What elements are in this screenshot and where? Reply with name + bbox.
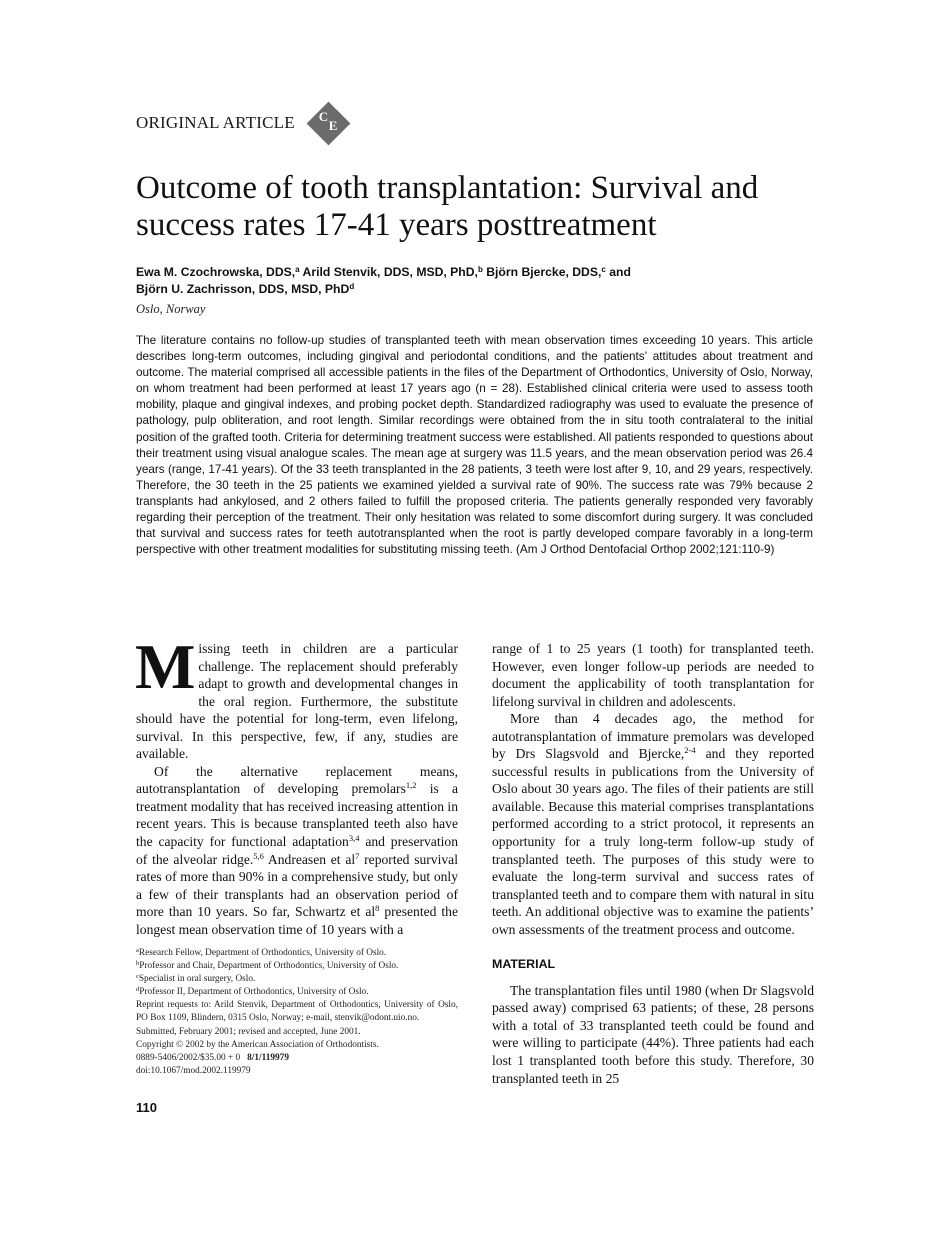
author-list	[136, 264, 836, 298]
doi-link[interactable]: doi:10.1067/mod.2002.119979	[136, 1065, 251, 1076]
title-line-2: success rates 17-41 years posttreatment	[136, 207, 657, 243]
citation-ref: 7	[355, 850, 360, 861]
body-paragraph: The transplantation files until 1980 (when Dr Slagsvold passed away) comprised 63 patients; of these, 28 persons with a total of 33 transplanted teeth could be found and were willing to participate (44%). Three patients had each lost 1 transplanted tooth before this study. Therefore, 30 transplanted teeth in 25	[492, 982, 814, 1086]
citation-ref: 2-4	[684, 745, 696, 756]
article-title	[136, 170, 836, 244]
author-name: Arild Stenvik, DDS, MSD, PhD,	[302, 265, 478, 279]
body-paragraph: More than 4 decades ago, the method for autotransplantation of immature premolars was developed by Drs Slagsvold and Bjercke,$^{2-4}$ and they reported successful results in publications from the University of Oslo about 30 years ago. The files of their patients are still available. Because this material comprises transplantations performed according to a strict protocol, it represents an opportunity for a truly long-term follow-up study of transplanted teeth. The purposes of this study were to evaluate the long-term survival and success rates of transplanted teeth and to compare them with natural in situ teeth. An additional objective was to examine the patients’ own assessments of the treatment process and outcome.	[492, 711, 814, 937]
author-affiliation: Oslo, Norway	[136, 302, 206, 316]
body-paragraph: Missing teeth in children are a particular challenge. The replacement should preferably adapt to growth and developmental changes in the oral region. Furthermore, the substitute should have the potential for long-term, even lifelong, survival. In this perspective, few, if any, studies are available.	[135, 631, 458, 762]
body-paragraph: Of the alternative replacement means, autotransplantation of developing premolars$^{1,2}$ is a treatment modality that has received increasing attention in recent years. This is because transplanted teeth also have the capacity for functional adaptation$^{3,4}$ and preservation of the alveolar ridge.$^{5,6}$ Andreasen et $al^7$ reported survival rates of more than 90% in a comprehensive study, but only a few of their transplants had an observation period of more than 10 years. So far, Schwartz et $al^8$ presented the longest mean observation time of 10 years with a	[136, 763, 458, 937]
abstract: The literature contains no follow-up studies of transplanted teeth with mean observation times exceeding 10 years. This article describes long-term outcomes, including gingival and periodontal conditions, and the patients’ attitudes about treatment and outcome. The material comprised all accessible patients in the files of the Department of Orthodontics, University of Oslo, Norway, on whom treatment had been performed at least 17 years ago (n = 28). Established clinical criteria were used to assess tooth mobility, plaque and gingival indexes, and probing pocket depth. Standardized radiography was used to evaluate the presence of pathology, pulp obliteration, and root length. Similar recordings were obtained from the in situ tooth contralateral to the initial position of the grafted tooth. Criteria for determining treatment success were established. All patients responded to questions about their treatment using visual analogue scales. The mean age at surgery was 11.5 years, and the mean observation period was 26.4 years (range, 17-41 years). Of the 33 teeth transplanted in the 28 patients, 3 teeth were lost after 9, 10, and 29 years, respectively. Therefore, the 30 teeth in the 25 patients we examined yielded a survival rate of 90%. The success rate was 79% because 2 transplants had ankylosed, and 2 others failed to fulfill the proposed criteria. The patients generally responded very favorably regarding their perception of the treatment. Their only hesitation was related to some discomfort during surgery. It was concluded that survival and success rates for teeth autotransplanted when the root is partly developed compare favorably in a long-term perspective with other treatment modalities for substituting missing teeth. (Am J Orthod Dentofacial Orthop 2002;121:110-9)	[136, 334, 813, 557]
footnote-d: $^d$Professor II, Department of Orthodontics, University of Oslo.	[136, 986, 369, 998]
citation-ref: 8	[375, 903, 380, 914]
author-name: Björn U. Zachrisson, DDS, MSD, PhD	[136, 282, 350, 296]
citation-ref: 5,6	[253, 850, 264, 861]
article-header	[136, 100, 351, 146]
submission-dates: Submitted, February 2001; revised and accepted, June 2001.	[136, 1026, 361, 1037]
footnote-a: $^a$Research Fellow, Department of Orthodontics, University of Oslo.	[136, 947, 387, 958]
article-type-label: ORIGINAL ARTICLE	[136, 113, 295, 132]
body-column-right	[492, 640, 814, 1087]
affiliation-mark: c	[601, 265, 606, 274]
footnote-c: $^c$Specialist in oral surgery, Oslo.	[136, 973, 256, 985]
title-line-1: Outcome of tooth transplantation: Survival and	[136, 170, 759, 206]
drop-cap: M	[135, 631, 196, 702]
affiliation-mark: b	[477, 265, 483, 274]
footnote-b: $^b$Professor and Chair, Department of Orthodontics, University of Oslo.	[136, 960, 399, 972]
author-name: Ewa M. Czochrowska, DDS,	[136, 265, 296, 279]
citation-ref: 1,2	[405, 780, 417, 791]
issn-line: 0889-5406/2002/$35.00 + 0 8/1/119979	[136, 1052, 289, 1063]
body-column-left	[135, 631, 458, 938]
copyright-notice: Copyright © 2002 by the American Association of Orthodontists.	[136, 1039, 379, 1050]
body-paragraph: range of 1 to 25 years (1 tooth) for transplanted teeth. However, even longer follow-up periods are needed to document the applicability of tooth transplantation for lifelong survival in children and adolescents.	[492, 641, 814, 709]
section-heading-material: MATERIAL	[492, 957, 556, 972]
author-conjunction: and	[609, 265, 631, 279]
ce-letter-c: C	[318, 109, 329, 124]
ce-letter-e: E	[328, 118, 338, 133]
footnotes	[136, 947, 458, 1078]
affiliation-mark: a	[295, 265, 300, 274]
page-number: 110	[136, 1100, 157, 1115]
citation-ref: 3,4	[348, 833, 360, 844]
ce-diamond-icon	[305, 100, 351, 146]
reprint-requests: Reprint requests to: Arild Stenvik, Department of Orthodontics, University of Oslo, PO Box 1109, Blindern, 0315 Oslo, Norway; e-mail, stenvik@odont.uio.no.	[136, 1000, 458, 1024]
author-name: Björn Bjercke, DDS,	[486, 265, 602, 279]
affiliation-mark: d	[349, 282, 355, 291]
